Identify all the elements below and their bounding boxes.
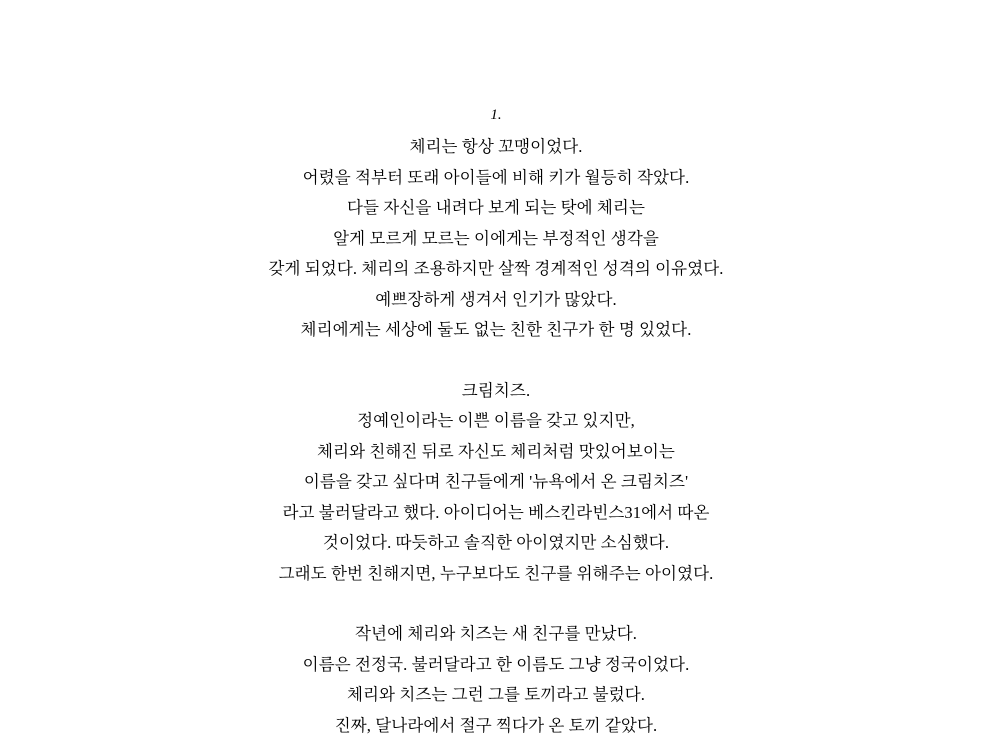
document-body [40,100,952,741]
text-line: 라고 불러달라고 했다. 아이디어는 베스킨라빈스31에서 따온 [282,502,710,522]
text-line: 체리에게는 세상에 둘도 없는 친한 친구가 한 명 있었다. [300,320,692,339]
text-line: 진짜, 달나라에서 절구 찍다가 온 토끼 같았다. [334,715,658,735]
text-line: 것이었다. 따듯하고 솔직한 아이였지만 소심했다. [322,533,670,552]
paragraph-spacer [40,589,952,619]
text-line: 다들 자신을 내려다 보게 되는 탓에 체리는 [346,198,645,217]
text-line: 체리와 친해진 뒤로 자신도 체리처럼 맛있어보이는 [317,441,675,461]
paragraph-spacer [40,346,952,376]
text-line: 체리는 항상 꼬맹이었다. [409,137,583,156]
text-line: 작년에 체리와 치즈는 새 친구를 만났다. [355,624,637,643]
text-line: 정예인이라는 이쁜 이름을 갖고 있지만, [357,411,635,430]
paragraph-3 [40,619,952,741]
text-line: 이름은 전정국. 불러달라고 한 이름도 그냥 정국이었다. [302,654,690,674]
text-line: 그래도 한번 친해지면, 누구보다도 친구를 위해주는 아이였다. [278,563,714,583]
text-line: 크림치즈. [461,380,531,400]
text-line: 갖게 되었다. 체리의 조용하지만 살짝 경계적인 성격의 이유였다. [268,259,724,278]
text-line: 체리와 치즈는 그런 그를 토끼라고 불렀다. [346,685,645,704]
text-line: 예쁘장하게 생겨서 인기가 많았다. [375,289,617,309]
paragraph-2 [40,376,952,590]
text-line: 어렸을 적부터 또래 아이들에 비해 키가 월등히 작았다. [302,167,690,187]
text-line: 알게 모르게 모르는 이에게는 부정적인 생각을 [333,228,659,248]
section-marker: 1. [490,107,502,123]
text-line: 이름을 갖고 싶다며 친구들에게 '뉴욕에서 온 크림치즈' [303,472,689,491]
paragraph-1 [40,132,952,346]
